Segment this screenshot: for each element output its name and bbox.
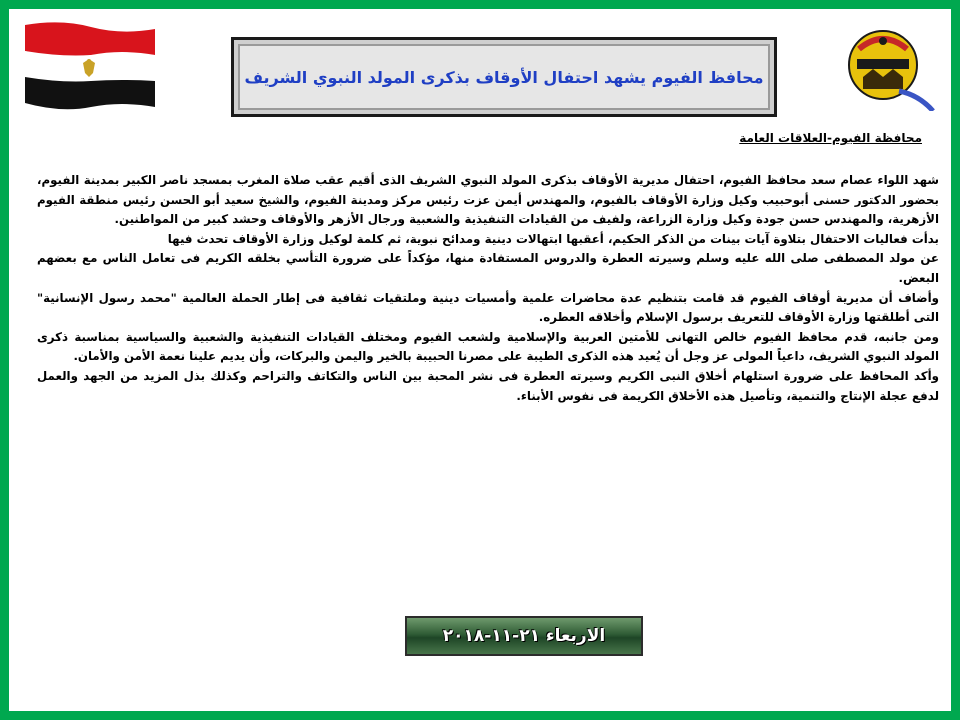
fayoum-logo-icon bbox=[839, 19, 937, 111]
paragraph: وأضاف أن مديرية أوقاف الفيوم قد قامت بتنظيم عدة محاضرات علمية وأمسيات دينية وملتقيات ثقافية فى إطار الحملة العالمية "محمد رسول الإنسانية" التى أطلقتها وزارة الأوقاف للتعريف برسول الإسلام وأخلاقه العطره. bbox=[37, 290, 939, 325]
paragraph: شهد اللواء عصام سعد محافظ الفيوم، احتفال مديرية الأوقاف بذكرى المولد النبوي الشريف الذى أقيم عقب صلاة المغرب بمسجد ناصر الكبير بمدينة الفيوم، بحضور الدكتور حسنى أبوحبيب وكيل وزارة الأوقاف بالفيوم، والمهندس أيمن عزت رئيس مركز ومدينة الفيوم، والشيخ سعيد أبو الحسن رئيس منطقة الفيوم الأزهرية، والمهندس حسن جودة وكيل وزارة الزراعة، ولفيف من القيادات التنفيذية والشعبية ورجال الأزهر والأوقاف وحشد كبير من المواطنين. bbox=[37, 173, 939, 227]
paragraph: بدأت فعاليات الاحتفال بتلاوة آيات بينات من الذكر الحكيم، أعقبها ابتهالات دينية ومدائح نبوية، ثم كلمة لوكيل وزارة الأوقاف تحدث فيها bbox=[167, 231, 939, 246]
page-title: محافظ الفيوم يشهد احتفال الأوقاف بذكرى المولد النبوي الشريف bbox=[244, 67, 764, 87]
paragraph: عن مولد المصطفى صلى الله عليه وسلم وسيرته العطرة والدروس المستفادة منها، مؤكداً على ضرورة التأسي بخلقه الكريم فى تعامل الناس مع بعضهم البعض. bbox=[37, 251, 939, 285]
egypt-flag-icon bbox=[21, 19, 159, 111]
paragraph: وأكد المحافظ على ضرورة استلهام أخلاق النبى الكريم وسيرته العطرة فى نشر المحبة بين الناس والتكاتف والتراحم وكذلك بذل المزيد من الجهد والعمل لدفع عجلة الإنتاج والتنمية، وتأصيل هذه الأخلاق الكريمة فى نفوس الأبناء. bbox=[37, 368, 939, 403]
paragraph: ومن جانبه، قدم محافظ الفيوم خالص التهانى للأمتين العربية والإسلامية ولشعب الفيوم ومختلف القيادات التنفيذية والشعبية والسياسية بمناسبة ذكرى المولد النبوي الشريف، داعياً المولى عز وجل أن يُعيد هذه الذكرى الطيبة على مصرنا الحبيبة بالخير واليمن والبركات، وأن يديم علينا نعمة الأمن والأمان. bbox=[37, 329, 939, 364]
source-label: محافظة الفيوم-العلاقات العامة bbox=[739, 131, 922, 145]
date-badge bbox=[405, 616, 643, 656]
title-box bbox=[231, 37, 777, 117]
date-label: الاربعاء ٢١-١١-٢٠١٨ bbox=[442, 626, 606, 646]
article-body bbox=[37, 171, 939, 406]
